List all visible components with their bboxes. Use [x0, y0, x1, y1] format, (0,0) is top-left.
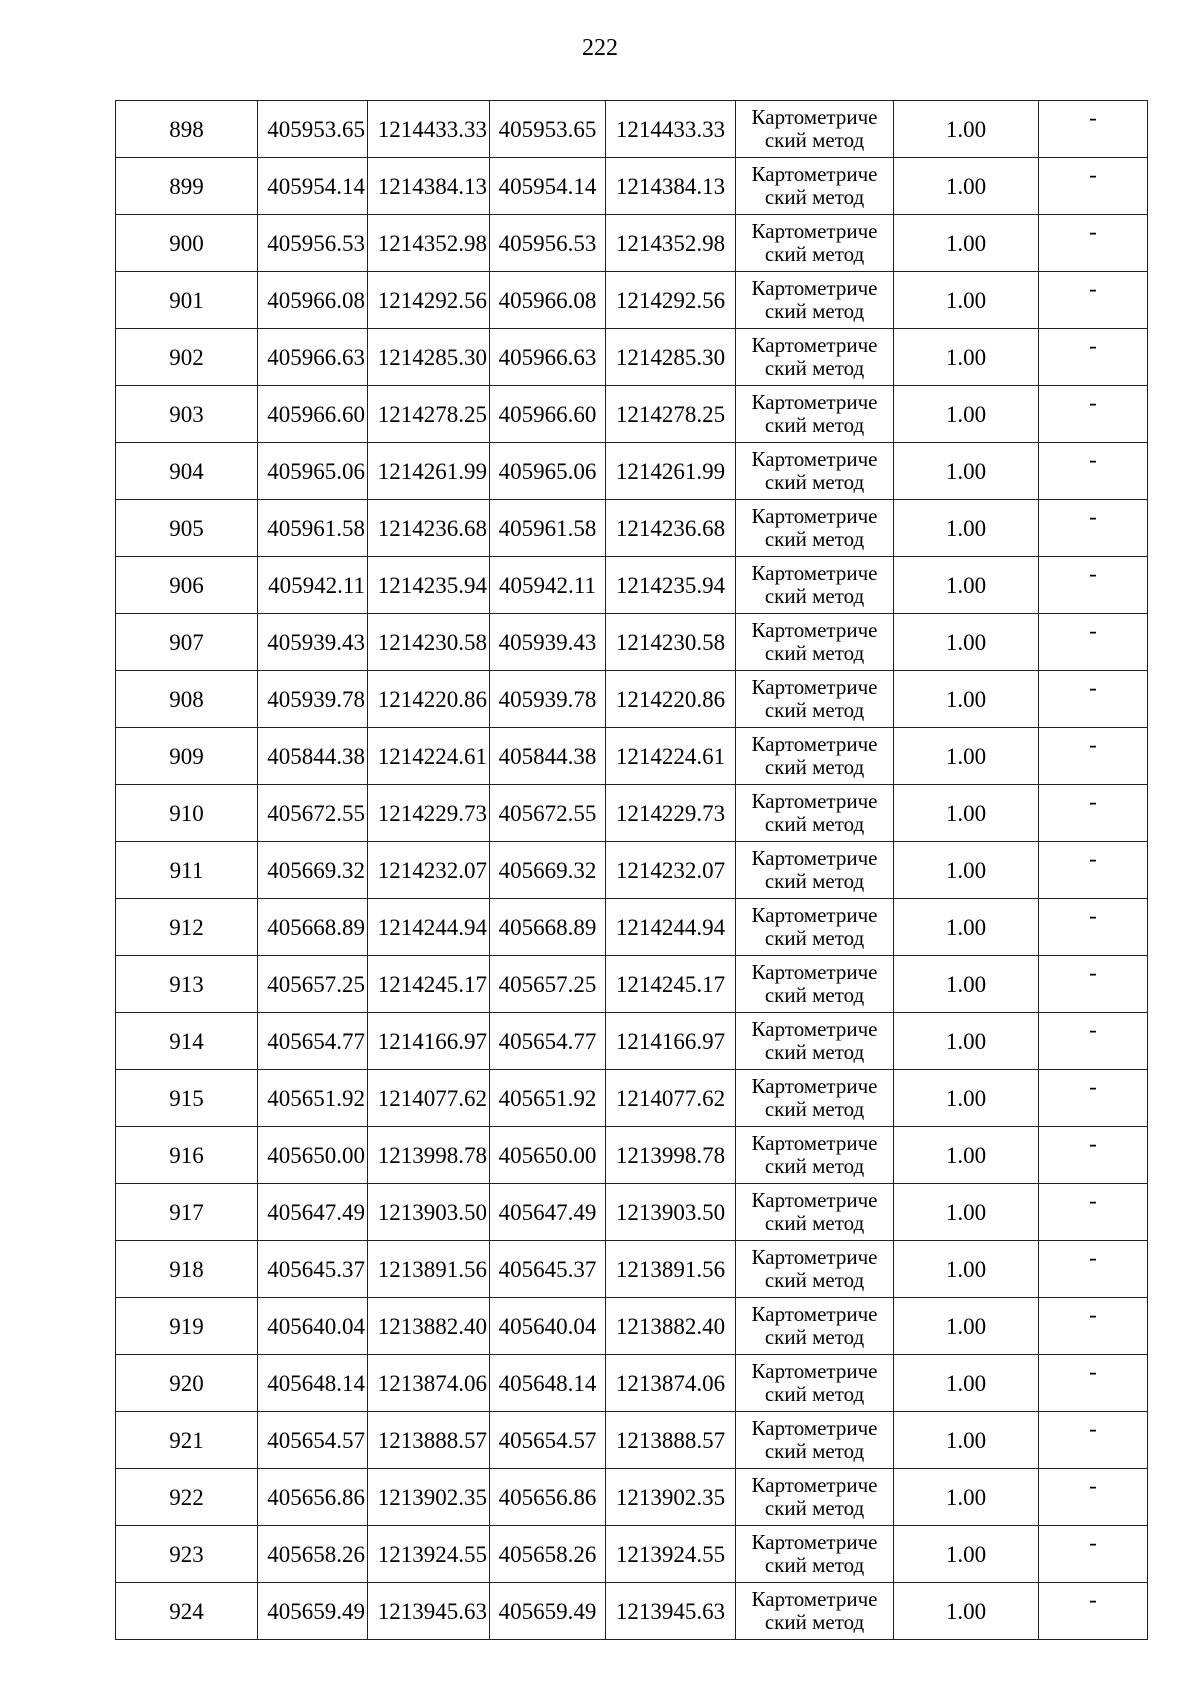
x-existing-cell: 405672.55 [258, 785, 368, 842]
accuracy-cell: 1.00 [894, 785, 1039, 842]
note-cell: - [1039, 158, 1148, 215]
x-new-cell: 405640.04 [490, 1298, 606, 1355]
method-cell: Картометриче ский метод [736, 1583, 894, 1640]
y-new-cell: 1214229.73 [606, 785, 736, 842]
table-row [116, 158, 1148, 215]
accuracy-cell: 1.00 [894, 1184, 1039, 1241]
y-existing-cell: 1214236.68 [368, 500, 490, 557]
method-cell: Картометриче ский метод [736, 1412, 894, 1469]
point-number-cell: 910 [116, 785, 258, 842]
y-existing-cell: 1213924.55 [368, 1526, 490, 1583]
y-new-cell: 1213891.56 [606, 1241, 736, 1298]
accuracy-cell: 1.00 [894, 1298, 1039, 1355]
x-existing-cell: 405669.32 [258, 842, 368, 899]
point-number-cell: 921 [116, 1412, 258, 1469]
table-row [116, 1526, 1148, 1583]
x-new-cell: 405672.55 [490, 785, 606, 842]
note-cell: - [1039, 1241, 1148, 1298]
method-cell: Картометриче ский метод [736, 443, 894, 500]
point-number-cell: 899 [116, 158, 258, 215]
accuracy-cell: 1.00 [894, 1070, 1039, 1127]
accuracy-cell: 1.00 [894, 272, 1039, 329]
accuracy-cell: 1.00 [894, 557, 1039, 614]
x-existing-cell: 405956.53 [258, 215, 368, 272]
x-new-cell: 405939.43 [490, 614, 606, 671]
method-cell: Картометриче ский метод [736, 1241, 894, 1298]
method-cell: Картометриче ский метод [736, 614, 894, 671]
x-new-cell: 405966.08 [490, 272, 606, 329]
note-cell: - [1039, 557, 1148, 614]
accuracy-cell: 1.00 [894, 158, 1039, 215]
x-new-cell: 405650.00 [490, 1127, 606, 1184]
x-new-cell: 405658.26 [490, 1526, 606, 1583]
note-cell: - [1039, 1412, 1148, 1469]
x-existing-cell: 405844.38 [258, 728, 368, 785]
accuracy-cell: 1.00 [894, 728, 1039, 785]
point-number-cell: 909 [116, 728, 258, 785]
x-new-cell: 405844.38 [490, 728, 606, 785]
y-existing-cell: 1214433.33 [368, 101, 490, 158]
point-number-cell: 923 [116, 1526, 258, 1583]
x-existing-cell: 405954.14 [258, 158, 368, 215]
method-cell: Картометриче ский метод [736, 671, 894, 728]
method-cell: Картометриче ский метод [736, 215, 894, 272]
y-existing-cell: 1213874.06 [368, 1355, 490, 1412]
note-cell: - [1039, 785, 1148, 842]
method-cell: Картометриче ский метод [736, 1355, 894, 1412]
method-cell: Картометриче ский метод [736, 728, 894, 785]
y-new-cell: 1214220.86 [606, 671, 736, 728]
point-number-cell: 913 [116, 956, 258, 1013]
x-new-cell: 405966.60 [490, 386, 606, 443]
y-existing-cell: 1214229.73 [368, 785, 490, 842]
point-number-cell: 904 [116, 443, 258, 500]
table-row [116, 1412, 1148, 1469]
note-cell: - [1039, 1583, 1148, 1640]
x-existing-cell: 405961.58 [258, 500, 368, 557]
x-existing-cell: 405668.89 [258, 899, 368, 956]
point-number-cell: 898 [116, 101, 258, 158]
method-cell: Картометриче ский метод [736, 272, 894, 329]
y-new-cell: 1214232.07 [606, 842, 736, 899]
note-cell: - [1039, 842, 1148, 899]
x-new-cell: 405942.11 [490, 557, 606, 614]
table-row [116, 1013, 1148, 1070]
table-body [116, 101, 1148, 1640]
y-new-cell: 1213902.35 [606, 1469, 736, 1526]
point-number-cell: 906 [116, 557, 258, 614]
table-row [116, 101, 1148, 158]
note-cell: - [1039, 329, 1148, 386]
table-row [116, 557, 1148, 614]
y-new-cell: 1214292.56 [606, 272, 736, 329]
method-cell: Картометриче ский метод [736, 158, 894, 215]
x-existing-cell: 405654.77 [258, 1013, 368, 1070]
note-cell: - [1039, 1184, 1148, 1241]
x-new-cell: 405939.78 [490, 671, 606, 728]
accuracy-cell: 1.00 [894, 1127, 1039, 1184]
note-cell: - [1039, 500, 1148, 557]
x-new-cell: 405669.32 [490, 842, 606, 899]
y-new-cell: 1213924.55 [606, 1526, 736, 1583]
coordinates-table [115, 100, 1148, 1640]
point-number-cell: 917 [116, 1184, 258, 1241]
method-cell: Картометриче ский метод [736, 557, 894, 614]
y-new-cell: 1214245.17 [606, 956, 736, 1013]
table-row [116, 500, 1148, 557]
x-new-cell: 405956.53 [490, 215, 606, 272]
note-cell: - [1039, 272, 1148, 329]
x-existing-cell: 405658.26 [258, 1526, 368, 1583]
point-number-cell: 918 [116, 1241, 258, 1298]
note-cell: - [1039, 386, 1148, 443]
point-number-cell: 914 [116, 1013, 258, 1070]
accuracy-cell: 1.00 [894, 101, 1039, 158]
y-new-cell: 1214236.68 [606, 500, 736, 557]
point-number-cell: 916 [116, 1127, 258, 1184]
accuracy-cell: 1.00 [894, 1583, 1039, 1640]
x-new-cell: 405647.49 [490, 1184, 606, 1241]
y-existing-cell: 1214220.86 [368, 671, 490, 728]
x-existing-cell: 405966.08 [258, 272, 368, 329]
table-row [116, 1583, 1148, 1640]
point-number-cell: 903 [116, 386, 258, 443]
note-cell: - [1039, 899, 1148, 956]
y-existing-cell: 1214384.13 [368, 158, 490, 215]
method-cell: Картометриче ский метод [736, 1469, 894, 1526]
y-existing-cell: 1214235.94 [368, 557, 490, 614]
x-existing-cell: 405953.65 [258, 101, 368, 158]
method-cell: Картометриче ский метод [736, 1298, 894, 1355]
y-existing-cell: 1214245.17 [368, 956, 490, 1013]
point-number-cell: 919 [116, 1298, 258, 1355]
note-cell: - [1039, 1469, 1148, 1526]
table-row [116, 272, 1148, 329]
method-cell: Картометриче ский метод [736, 500, 894, 557]
accuracy-cell: 1.00 [894, 443, 1039, 500]
x-existing-cell: 405942.11 [258, 557, 368, 614]
y-existing-cell: 1214232.07 [368, 842, 490, 899]
accuracy-cell: 1.00 [894, 500, 1039, 557]
method-cell: Картометриче ский метод [736, 386, 894, 443]
x-existing-cell: 405651.92 [258, 1070, 368, 1127]
table-row [116, 1355, 1148, 1412]
method-cell: Картометриче ский метод [736, 1070, 894, 1127]
y-new-cell: 1214077.62 [606, 1070, 736, 1127]
y-existing-cell: 1213891.56 [368, 1241, 490, 1298]
x-existing-cell: 405647.49 [258, 1184, 368, 1241]
y-existing-cell: 1214261.99 [368, 443, 490, 500]
x-new-cell: 405668.89 [490, 899, 606, 956]
accuracy-cell: 1.00 [894, 1412, 1039, 1469]
x-new-cell: 405654.57 [490, 1412, 606, 1469]
method-cell: Картометриче ский метод [736, 842, 894, 899]
method-cell: Картометриче ский метод [736, 899, 894, 956]
note-cell: - [1039, 1070, 1148, 1127]
y-new-cell: 1214285.30 [606, 329, 736, 386]
y-existing-cell: 1214166.97 [368, 1013, 490, 1070]
y-existing-cell: 1213902.35 [368, 1469, 490, 1526]
accuracy-cell: 1.00 [894, 1013, 1039, 1070]
x-new-cell: 405961.58 [490, 500, 606, 557]
method-cell: Картометриче ский метод [736, 1127, 894, 1184]
table-row [116, 842, 1148, 899]
table-row [116, 1127, 1148, 1184]
note-cell: - [1039, 1355, 1148, 1412]
x-existing-cell: 405654.57 [258, 1412, 368, 1469]
x-new-cell: 405651.92 [490, 1070, 606, 1127]
method-cell: Картометриче ский метод [736, 1526, 894, 1583]
x-existing-cell: 405659.49 [258, 1583, 368, 1640]
y-new-cell: 1213882.40 [606, 1298, 736, 1355]
accuracy-cell: 1.00 [894, 1241, 1039, 1298]
table-row [116, 1184, 1148, 1241]
y-existing-cell: 1214224.61 [368, 728, 490, 785]
x-new-cell: 405656.86 [490, 1469, 606, 1526]
table-row [116, 899, 1148, 956]
note-cell: - [1039, 443, 1148, 500]
y-existing-cell: 1214285.30 [368, 329, 490, 386]
note-cell: - [1039, 1298, 1148, 1355]
table-row [116, 1070, 1148, 1127]
y-new-cell: 1213945.63 [606, 1583, 736, 1640]
x-new-cell: 405654.77 [490, 1013, 606, 1070]
method-cell: Картометриче ский метод [736, 785, 894, 842]
x-existing-cell: 405648.14 [258, 1355, 368, 1412]
table-row [116, 1241, 1148, 1298]
y-new-cell: 1214433.33 [606, 101, 736, 158]
note-cell: - [1039, 1013, 1148, 1070]
x-existing-cell: 405966.60 [258, 386, 368, 443]
y-existing-cell: 1214292.56 [368, 272, 490, 329]
point-number-cell: 900 [116, 215, 258, 272]
method-cell: Картометриче ский метод [736, 956, 894, 1013]
y-new-cell: 1213888.57 [606, 1412, 736, 1469]
x-new-cell: 405966.63 [490, 329, 606, 386]
point-number-cell: 912 [116, 899, 258, 956]
table-row [116, 728, 1148, 785]
page-number: 222 [582, 35, 618, 61]
y-new-cell: 1214166.97 [606, 1013, 736, 1070]
y-new-cell: 1214384.13 [606, 158, 736, 215]
y-new-cell: 1213998.78 [606, 1127, 736, 1184]
x-new-cell: 405648.14 [490, 1355, 606, 1412]
point-number-cell: 920 [116, 1355, 258, 1412]
point-number-cell: 907 [116, 614, 258, 671]
x-new-cell: 405657.25 [490, 956, 606, 1013]
y-existing-cell: 1214244.94 [368, 899, 490, 956]
point-number-cell: 922 [116, 1469, 258, 1526]
accuracy-cell: 1.00 [894, 1526, 1039, 1583]
y-existing-cell: 1213888.57 [368, 1412, 490, 1469]
y-new-cell: 1214352.98 [606, 215, 736, 272]
x-existing-cell: 405939.78 [258, 671, 368, 728]
note-cell: - [1039, 1127, 1148, 1184]
y-existing-cell: 1213903.50 [368, 1184, 490, 1241]
accuracy-cell: 1.00 [894, 386, 1039, 443]
y-new-cell: 1213874.06 [606, 1355, 736, 1412]
accuracy-cell: 1.00 [894, 899, 1039, 956]
accuracy-cell: 1.00 [894, 329, 1039, 386]
table-row [116, 215, 1148, 272]
table-row [116, 386, 1148, 443]
note-cell: - [1039, 1526, 1148, 1583]
method-cell: Картометриче ский метод [736, 329, 894, 386]
y-existing-cell: 1214278.25 [368, 386, 490, 443]
table-row [116, 1469, 1148, 1526]
point-number-cell: 908 [116, 671, 258, 728]
point-number-cell: 905 [116, 500, 258, 557]
x-existing-cell: 405657.25 [258, 956, 368, 1013]
x-existing-cell: 405656.86 [258, 1469, 368, 1526]
x-new-cell: 405953.65 [490, 101, 606, 158]
x-new-cell: 405645.37 [490, 1241, 606, 1298]
x-existing-cell: 405640.04 [258, 1298, 368, 1355]
y-new-cell: 1214230.58 [606, 614, 736, 671]
y-existing-cell: 1213998.78 [368, 1127, 490, 1184]
x-existing-cell: 405645.37 [258, 1241, 368, 1298]
x-existing-cell: 405650.00 [258, 1127, 368, 1184]
table-row [116, 785, 1148, 842]
point-number-cell: 902 [116, 329, 258, 386]
accuracy-cell: 1.00 [894, 1355, 1039, 1412]
accuracy-cell: 1.00 [894, 614, 1039, 671]
x-existing-cell: 405965.06 [258, 443, 368, 500]
x-existing-cell: 405966.63 [258, 329, 368, 386]
y-new-cell: 1214278.25 [606, 386, 736, 443]
accuracy-cell: 1.00 [894, 1469, 1039, 1526]
table-row [116, 614, 1148, 671]
y-new-cell: 1213903.50 [606, 1184, 736, 1241]
point-number-cell: 911 [116, 842, 258, 899]
point-number-cell: 901 [116, 272, 258, 329]
table-row [116, 329, 1148, 386]
y-existing-cell: 1213945.63 [368, 1583, 490, 1640]
accuracy-cell: 1.00 [894, 671, 1039, 728]
note-cell: - [1039, 215, 1148, 272]
accuracy-cell: 1.00 [894, 842, 1039, 899]
y-new-cell: 1214224.61 [606, 728, 736, 785]
accuracy-cell: 1.00 [894, 215, 1039, 272]
note-cell: - [1039, 728, 1148, 785]
table-row [116, 956, 1148, 1013]
y-new-cell: 1214261.99 [606, 443, 736, 500]
x-new-cell: 405965.06 [490, 443, 606, 500]
table-row [116, 671, 1148, 728]
y-new-cell: 1214235.94 [606, 557, 736, 614]
table-row [116, 443, 1148, 500]
method-cell: Картометриче ский метод [736, 101, 894, 158]
y-existing-cell: 1214077.62 [368, 1070, 490, 1127]
point-number-cell: 924 [116, 1583, 258, 1640]
x-existing-cell: 405939.43 [258, 614, 368, 671]
point-number-cell: 915 [116, 1070, 258, 1127]
x-new-cell: 405954.14 [490, 158, 606, 215]
table-row [116, 1298, 1148, 1355]
y-new-cell: 1214244.94 [606, 899, 736, 956]
note-cell: - [1039, 956, 1148, 1013]
accuracy-cell: 1.00 [894, 956, 1039, 1013]
y-existing-cell: 1214230.58 [368, 614, 490, 671]
note-cell: - [1039, 671, 1148, 728]
x-new-cell: 405659.49 [490, 1583, 606, 1640]
y-existing-cell: 1213882.40 [368, 1298, 490, 1355]
y-existing-cell: 1214352.98 [368, 215, 490, 272]
method-cell: Картометриче ский метод [736, 1013, 894, 1070]
note-cell: - [1039, 614, 1148, 671]
note-cell: - [1039, 101, 1148, 158]
method-cell: Картометриче ский метод [736, 1184, 894, 1241]
